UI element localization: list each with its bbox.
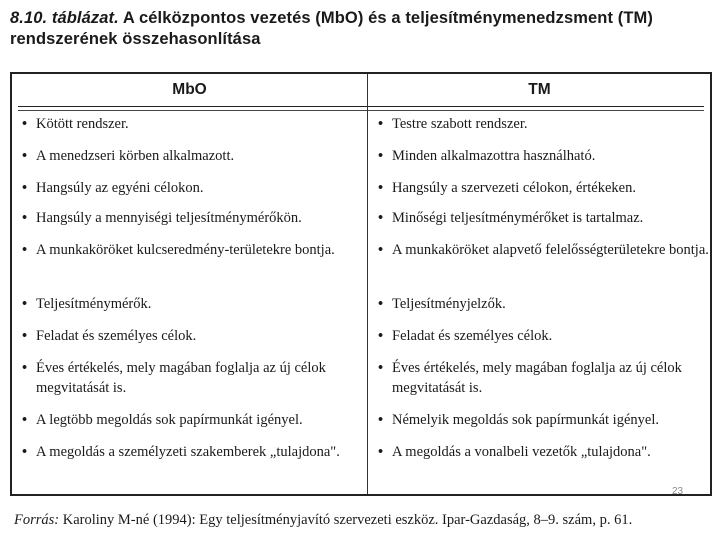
column-divider — [367, 74, 368, 494]
table-cell-mbo: • Éves értékelés, mely magában foglalja az új célok megvitatását is. — [22, 360, 326, 396]
bullet: • — [378, 210, 384, 226]
table-cell-tm: • Némelyik megoldás sok papírmunkát igényel. — [378, 412, 659, 428]
source-text: Karoliny M-né (1994): Egy teljesítményjavító szervezeti eszköz. Ipar-Gazdaság, 8–9. szám, p. 61. — [62, 512, 633, 528]
table-cell-tm: • Hangsúly a szervezeti célokon, értékeken. — [378, 180, 636, 196]
bullet: • — [378, 180, 384, 196]
table-cell-mbo: • Hangsúly a mennyiségi teljesítménymérőkön. — [22, 210, 302, 226]
bullet: • — [22, 148, 28, 164]
table-cell-mbo: • A megoldás a személyzeti szakemberek „tulajdona". — [22, 444, 340, 460]
bullet: • — [378, 328, 384, 344]
table-cell-tm: • A munkaköröket alapvető felelősségterületekre bontja. — [378, 242, 709, 258]
table-cell-mbo: • A munkaköröket kulcseredmény-területekre bontja. — [22, 242, 335, 258]
source-label: Forrás: — [14, 512, 60, 528]
table-cell-mbo: • Hangsúly az egyéni célokon. — [22, 180, 204, 196]
table-cell-tm: • Minőségi teljesítménymérőket is tartalmaz. — [378, 210, 644, 226]
table-cell-tm: • Teljesítményjelzők. — [378, 296, 506, 312]
column-header-mbo: MbO — [172, 81, 207, 98]
bullet: • — [22, 242, 28, 258]
bullet: • — [378, 444, 384, 460]
bullet: • — [22, 444, 28, 460]
bullet: • — [22, 296, 28, 312]
bullet: • — [378, 412, 384, 428]
source-note — [14, 510, 714, 530]
bullet: • — [22, 328, 28, 344]
bullet: • — [378, 360, 384, 376]
page-number: 23 — [672, 486, 684, 497]
caption-title: A célközpontos vezetés (MbO) és a teljesítménymenedzsment (TM) rendszerének összehasonlítása — [10, 9, 653, 48]
caption-number: 8.10. táblázat. — [10, 9, 119, 27]
bullet: • — [378, 116, 384, 132]
bullet: • — [378, 296, 384, 312]
table-cell-tm: • Testre szabott rendszer. — [378, 116, 528, 132]
table-cell-mbo: • Feladat és személyes célok. — [22, 328, 197, 344]
bullet: • — [378, 148, 384, 164]
table-cell-tm: • Feladat és személyes célok. — [378, 328, 553, 344]
table-cell-mbo: • Teljesítménymérők. — [22, 296, 152, 312]
table-cell-mbo: • A legtöbb megoldás sok papírmunkát igényel. — [22, 412, 303, 428]
table-caption — [10, 8, 715, 50]
bullet: • — [22, 210, 28, 226]
column-header-tm: TM — [528, 81, 551, 98]
bullet: • — [22, 412, 28, 428]
comparison-table — [10, 72, 712, 496]
table-cell-tm: • Éves értékelés, mely magában foglalja az új célok megvitatását is. — [378, 360, 682, 396]
table-cell-mbo: • A menedzseri körben alkalmazott. — [22, 148, 235, 164]
table-cell-mbo: • Kötött rendszer. — [22, 116, 129, 132]
header-divider-inner — [18, 110, 704, 111]
table-cell-tm: • Minden alkalmazottra használható. — [378, 148, 596, 164]
bullet: • — [22, 360, 28, 376]
bullet: • — [378, 242, 384, 258]
header-divider — [18, 106, 704, 107]
table-cell-tm: • A megoldás a vonalbeli vezetők „tulajdona". — [378, 444, 651, 460]
bullet: • — [22, 180, 28, 196]
bullet: • — [22, 116, 28, 132]
